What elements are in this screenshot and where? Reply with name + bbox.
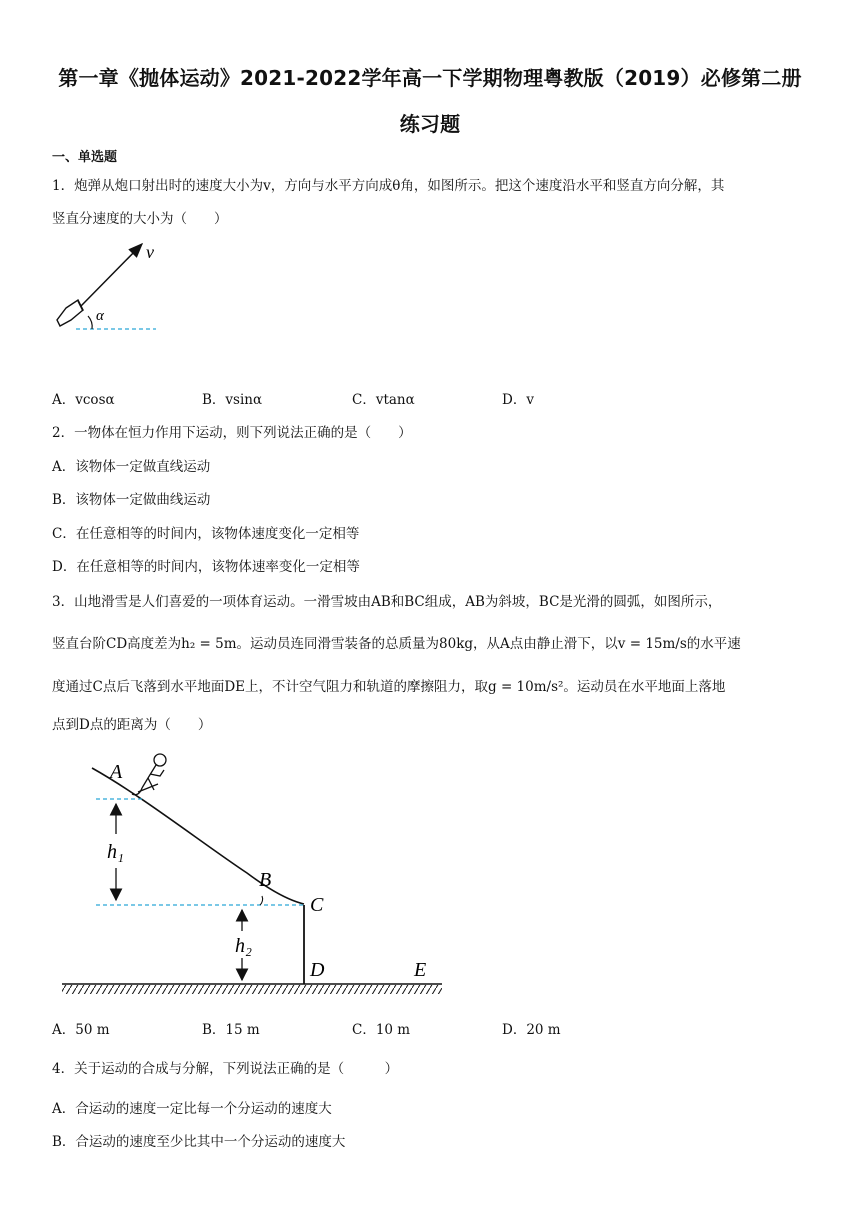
q3-stem-line1: 3．山地滑雪是人们喜爱的一项体育运动。一滑雪坡由AB和BC组成，AB为斜坡，BC是光滑的圆弧，如图所示， (52, 594, 722, 610)
q1-stem-line2: 竖直分速度的大小为（ ） (52, 211, 228, 227)
q3-option-a[interactable]: A．50 m (52, 1022, 110, 1038)
point-d-label: D (310, 959, 325, 981)
q1-option-b[interactable]: B．vsinα (202, 392, 263, 408)
q1-stem-line1: 1．炮弹从炮口射出时的速度大小为v，方向与水平方向成θ角，如图所示。把这个速度沿水平和竖直方向分解，其 (52, 178, 725, 194)
q3-option-d[interactable]: D．20 m (502, 1022, 561, 1038)
cannon-icon (57, 300, 83, 326)
page-title: 第一章《抛体运动》2021-2022学年高一下学期物理粤教版（2019）必修第二册 (58, 66, 802, 90)
velocity-arrow (81, 244, 142, 306)
ground-hatching (62, 985, 442, 994)
q4-option-a[interactable]: A．合运动的速度一定比每一个分运动的速度大 (52, 1101, 332, 1117)
q4-stem: 4．关于运动的合成与分解，下列说法正确的是（ ） (52, 1061, 399, 1077)
q3-stem-line3: 度通过C点后飞落到水平地面DE上，不计空气阻力和轨道的摩擦阻力，取g = 10m/s²。运动员在水平地面上落地 (52, 679, 726, 695)
skier-icon (132, 754, 166, 795)
angle-arc-b (260, 896, 263, 905)
angle-arc (88, 316, 92, 329)
page-subtitle: 练习题 (399, 112, 461, 136)
q1-option-d[interactable]: D．v (502, 392, 534, 408)
q1-options (52, 388, 652, 408)
angle-label: α (96, 308, 104, 324)
q4-option-b[interactable]: B．合运动的速度至少比其中一个分运动的速度大 (52, 1134, 346, 1150)
section-heading: 一、单选题 (52, 150, 118, 165)
point-b-label: B (259, 869, 272, 891)
q2-stem: 2．一物体在恒力作用下运动，则下列说法正确的是（ ） (52, 425, 412, 441)
point-c-label: C (310, 894, 324, 916)
q2-option-b[interactable]: B．该物体一定做曲线运动 (52, 492, 211, 508)
point-e-label: E (414, 959, 427, 981)
h1-label: h₁ (107, 841, 124, 863)
q1-option-c[interactable]: C．vtanα (352, 392, 415, 408)
q2-option-c[interactable]: C．在任意相等的时间内，该物体速度变化一定相等 (52, 526, 360, 542)
q3-option-b[interactable]: B．15 m (202, 1022, 260, 1038)
q1-cannon-figure (50, 236, 180, 346)
q3-stem-line4: 点到D点的距离为（ ） (52, 717, 212, 733)
q3-options (52, 1018, 652, 1038)
q1-option-a[interactable]: A．vcosα (52, 392, 115, 408)
q2-option-a[interactable]: A．该物体一定做直线运动 (52, 459, 211, 475)
velocity-label: v (146, 242, 154, 262)
point-a-label: A (110, 761, 123, 783)
h2-label: h₂ (235, 935, 252, 957)
ski-slope-curve (92, 768, 304, 904)
q3-stem-line2: 竖直台阶CD高度差为h₂ = 5m。运动员连同滑雪装备的总质量为80kg，从A点由静止滑下，以v = 15m/s的水平速 (52, 636, 741, 652)
q3-option-c[interactable]: C．10 m (352, 1022, 411, 1038)
q2-option-d[interactable]: D．在任意相等的时间内，该物体速率变化一定相等 (52, 559, 360, 575)
q3-ski-slope-figure (52, 748, 452, 1000)
